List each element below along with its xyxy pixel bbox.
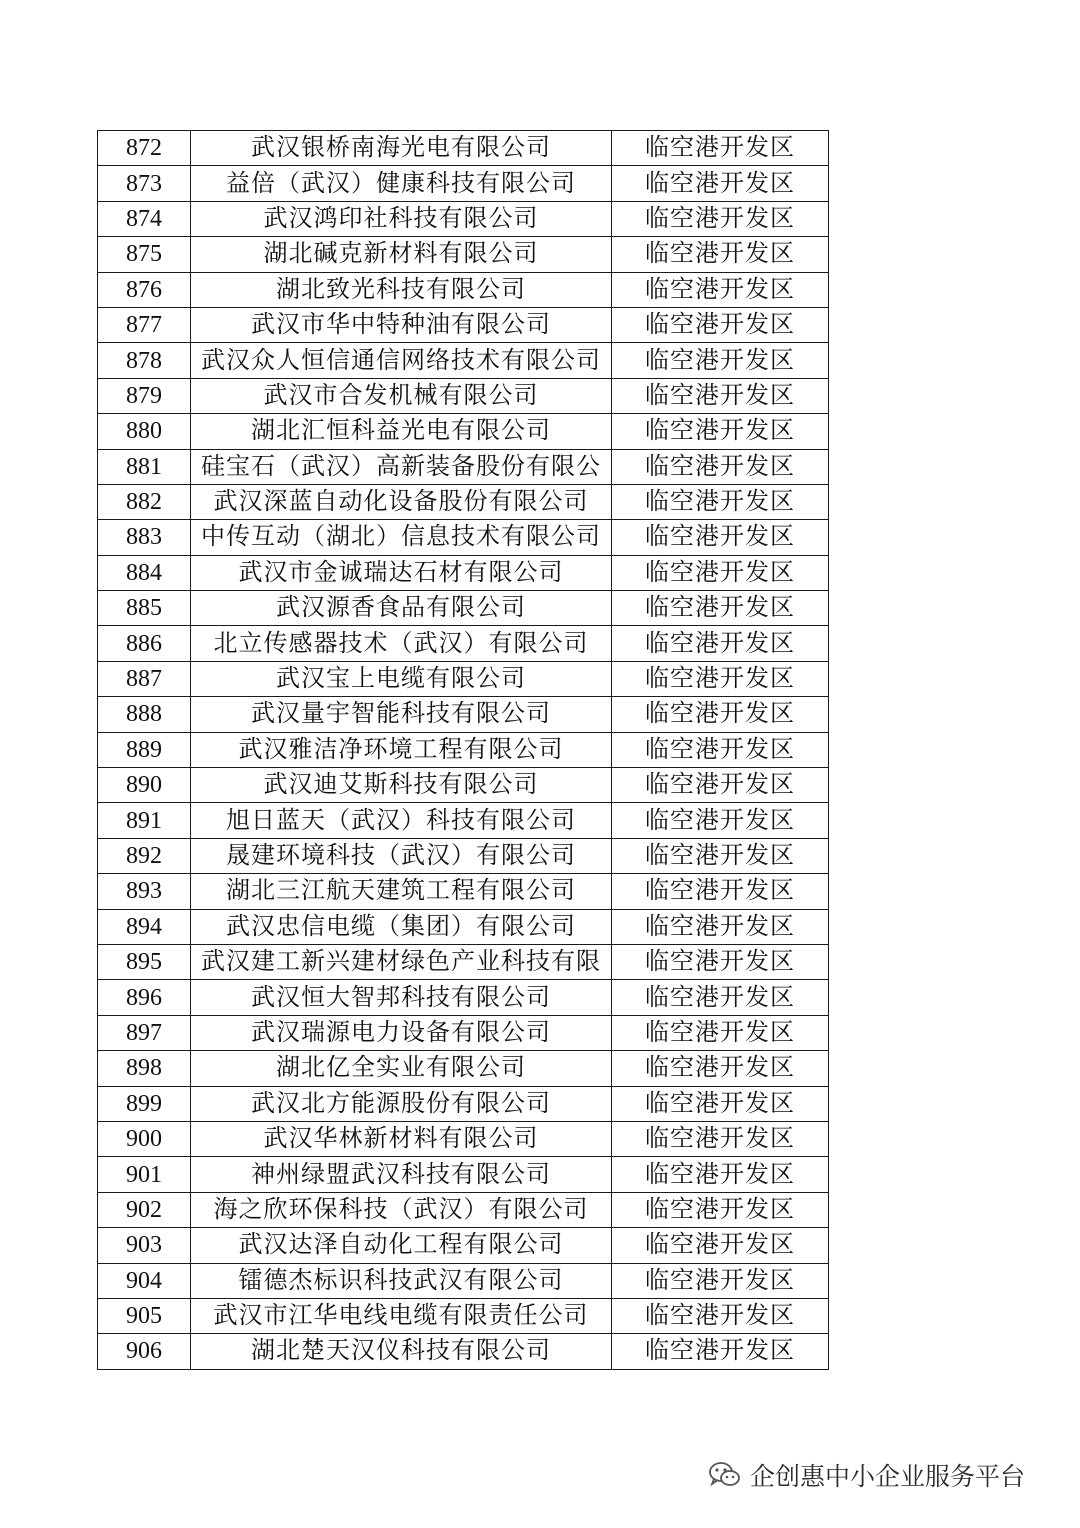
table-row — [98, 838, 829, 873]
company-name: 湖北碱克新材料有限公司 — [191, 237, 612, 272]
development-zone: 临空港开发区 — [612, 1086, 829, 1121]
table-row — [98, 484, 829, 519]
table-row — [98, 237, 829, 272]
table-row — [98, 697, 829, 732]
table-row — [98, 1263, 829, 1298]
table-row — [98, 661, 829, 696]
development-zone: 临空港开发区 — [612, 591, 829, 626]
row-number: 905 — [98, 1298, 191, 1333]
company-name: 武汉深蓝自动化设备股份有限公司 — [191, 484, 612, 519]
company-name: 北立传感器技术（武汉）有限公司 — [191, 626, 612, 661]
company-name: 益倍（武汉）健康科技有限公司 — [191, 166, 612, 201]
table-row — [98, 131, 829, 166]
table-row — [98, 874, 829, 909]
company-name: 武汉银桥南海光电有限公司 — [191, 131, 612, 166]
company-name: 海之欣环保科技（武汉）有限公司 — [191, 1192, 612, 1227]
row-number: 892 — [98, 838, 191, 873]
row-number: 884 — [98, 555, 191, 590]
table-row — [98, 732, 829, 767]
row-number: 888 — [98, 697, 191, 732]
row-number: 880 — [98, 414, 191, 449]
table-body — [98, 131, 829, 1370]
row-number: 896 — [98, 980, 191, 1015]
table-row — [98, 1228, 829, 1263]
row-number: 893 — [98, 874, 191, 909]
company-name: 武汉北方能源股份有限公司 — [191, 1086, 612, 1121]
row-number: 877 — [98, 307, 191, 342]
row-number: 882 — [98, 484, 191, 519]
row-number: 895 — [98, 944, 191, 979]
company-name: 武汉迪艾斯科技有限公司 — [191, 768, 612, 803]
table-row — [98, 1334, 829, 1369]
company-name: 武汉忠信电缆（集团）有限公司 — [191, 909, 612, 944]
company-name: 武汉瑞源电力设备有限公司 — [191, 1015, 612, 1050]
development-zone: 临空港开发区 — [612, 1051, 829, 1086]
development-zone: 临空港开发区 — [612, 555, 829, 590]
row-number: 901 — [98, 1157, 191, 1192]
row-number: 879 — [98, 378, 191, 413]
table-row — [98, 378, 829, 413]
development-zone: 临空港开发区 — [612, 1263, 829, 1298]
row-number: 881 — [98, 449, 191, 484]
row-number: 872 — [98, 131, 191, 166]
development-zone: 临空港开发区 — [612, 484, 829, 519]
development-zone: 临空港开发区 — [612, 272, 829, 307]
row-number: 883 — [98, 520, 191, 555]
table-row — [98, 626, 829, 661]
company-name: 武汉市金诚瑞达石材有限公司 — [191, 555, 612, 590]
development-zone: 临空港开发区 — [612, 307, 829, 342]
row-number: 876 — [98, 272, 191, 307]
company-name: 旭日蓝天（武汉）科技有限公司 — [191, 803, 612, 838]
development-zone: 临空港开发区 — [612, 449, 829, 484]
development-zone: 临空港开发区 — [612, 1298, 829, 1333]
table-row — [98, 1051, 829, 1086]
company-list-table — [97, 130, 829, 1370]
table-row — [98, 1121, 829, 1156]
company-name: 武汉源香食品有限公司 — [191, 591, 612, 626]
company-name: 湖北楚天汉仪科技有限公司 — [191, 1334, 612, 1369]
table-row — [98, 1086, 829, 1121]
company-name: 湖北汇恒科益光电有限公司 — [191, 414, 612, 449]
table-row — [98, 343, 829, 378]
development-zone: 临空港开发区 — [612, 768, 829, 803]
company-name: 硅宝石（武汉）高新装备股份有限公 — [191, 449, 612, 484]
development-zone: 临空港开发区 — [612, 626, 829, 661]
row-number: 885 — [98, 591, 191, 626]
development-zone: 临空港开发区 — [612, 874, 829, 909]
table-row — [98, 803, 829, 838]
row-number: 902 — [98, 1192, 191, 1227]
row-number: 890 — [98, 768, 191, 803]
table-row — [98, 520, 829, 555]
development-zone: 临空港开发区 — [612, 378, 829, 413]
company-name: 武汉恒大智邦科技有限公司 — [191, 980, 612, 1015]
row-number: 894 — [98, 909, 191, 944]
row-number: 898 — [98, 1051, 191, 1086]
company-name: 武汉华林新材料有限公司 — [191, 1121, 612, 1156]
company-name: 湖北致光科技有限公司 — [191, 272, 612, 307]
company-name: 武汉达泽自动化工程有限公司 — [191, 1228, 612, 1263]
row-number: 900 — [98, 1121, 191, 1156]
development-zone: 临空港开发区 — [612, 661, 829, 696]
development-zone: 临空港开发区 — [612, 414, 829, 449]
development-zone: 临空港开发区 — [612, 343, 829, 378]
development-zone: 临空港开发区 — [612, 1228, 829, 1263]
company-name: 武汉建工新兴建材绿色产业科技有限 — [191, 944, 612, 979]
development-zone: 临空港开发区 — [612, 1157, 829, 1192]
table-row — [98, 414, 829, 449]
row-number: 889 — [98, 732, 191, 767]
company-name: 武汉市合发机械有限公司 — [191, 378, 612, 413]
development-zone: 临空港开发区 — [612, 1121, 829, 1156]
table-row — [98, 449, 829, 484]
development-zone: 临空港开发区 — [612, 803, 829, 838]
table-row — [98, 944, 829, 979]
development-zone: 临空港开发区 — [612, 131, 829, 166]
development-zone: 临空港开发区 — [612, 909, 829, 944]
table-row — [98, 1192, 829, 1227]
company-name: 镭德杰标识科技武汉有限公司 — [191, 1263, 612, 1298]
development-zone: 临空港开发区 — [612, 838, 829, 873]
table-row — [98, 201, 829, 236]
company-name: 武汉宝上电缆有限公司 — [191, 661, 612, 696]
development-zone: 临空港开发区 — [612, 697, 829, 732]
row-number: 887 — [98, 661, 191, 696]
wechat-icon — [708, 1460, 742, 1490]
row-number: 899 — [98, 1086, 191, 1121]
watermark — [708, 1457, 1025, 1493]
development-zone: 临空港开发区 — [612, 166, 829, 201]
company-name: 武汉鸿印社科技有限公司 — [191, 201, 612, 236]
company-name: 武汉众人恒信通信网络技术有限公司 — [191, 343, 612, 378]
development-zone: 临空港开发区 — [612, 1015, 829, 1050]
table-row — [98, 307, 829, 342]
table-row — [98, 272, 829, 307]
development-zone: 临空港开发区 — [612, 520, 829, 555]
row-number: 874 — [98, 201, 191, 236]
company-name: 中传互动（湖北）信息技术有限公司 — [191, 520, 612, 555]
company-name: 武汉量宇智能科技有限公司 — [191, 697, 612, 732]
row-number: 886 — [98, 626, 191, 661]
table-row — [98, 768, 829, 803]
company-name: 武汉市华中特种油有限公司 — [191, 307, 612, 342]
company-name: 湖北亿全实业有限公司 — [191, 1051, 612, 1086]
table-row — [98, 555, 829, 590]
watermark-text: 企创惠中小企业服务平台 — [750, 1462, 1026, 1491]
table-row — [98, 591, 829, 626]
development-zone: 临空港开发区 — [612, 732, 829, 767]
row-number: 904 — [98, 1263, 191, 1298]
row-number: 891 — [98, 803, 191, 838]
company-name: 湖北三江航天建筑工程有限公司 — [191, 874, 612, 909]
company-name: 神州绿盟武汉科技有限公司 — [191, 1157, 612, 1192]
row-number: 906 — [98, 1334, 191, 1369]
table-row — [98, 1298, 829, 1333]
development-zone: 临空港开发区 — [612, 1334, 829, 1369]
company-name: 武汉雅洁净环境工程有限公司 — [191, 732, 612, 767]
development-zone: 临空港开发区 — [612, 980, 829, 1015]
table-row — [98, 1015, 829, 1050]
table-row — [98, 1157, 829, 1192]
company-name: 晟建环境科技（武汉）有限公司 — [191, 838, 612, 873]
development-zone: 临空港开发区 — [612, 201, 829, 236]
row-number: 897 — [98, 1015, 191, 1050]
development-zone: 临空港开发区 — [612, 944, 829, 979]
row-number: 873 — [98, 166, 191, 201]
development-zone: 临空港开发区 — [612, 237, 829, 272]
row-number: 878 — [98, 343, 191, 378]
table-row — [98, 166, 829, 201]
table-row — [98, 980, 829, 1015]
row-number: 875 — [98, 237, 191, 272]
company-name: 武汉市江华电线电缆有限责任公司 — [191, 1298, 612, 1333]
development-zone: 临空港开发区 — [612, 1192, 829, 1227]
row-number: 903 — [98, 1228, 191, 1263]
table-row — [98, 909, 829, 944]
